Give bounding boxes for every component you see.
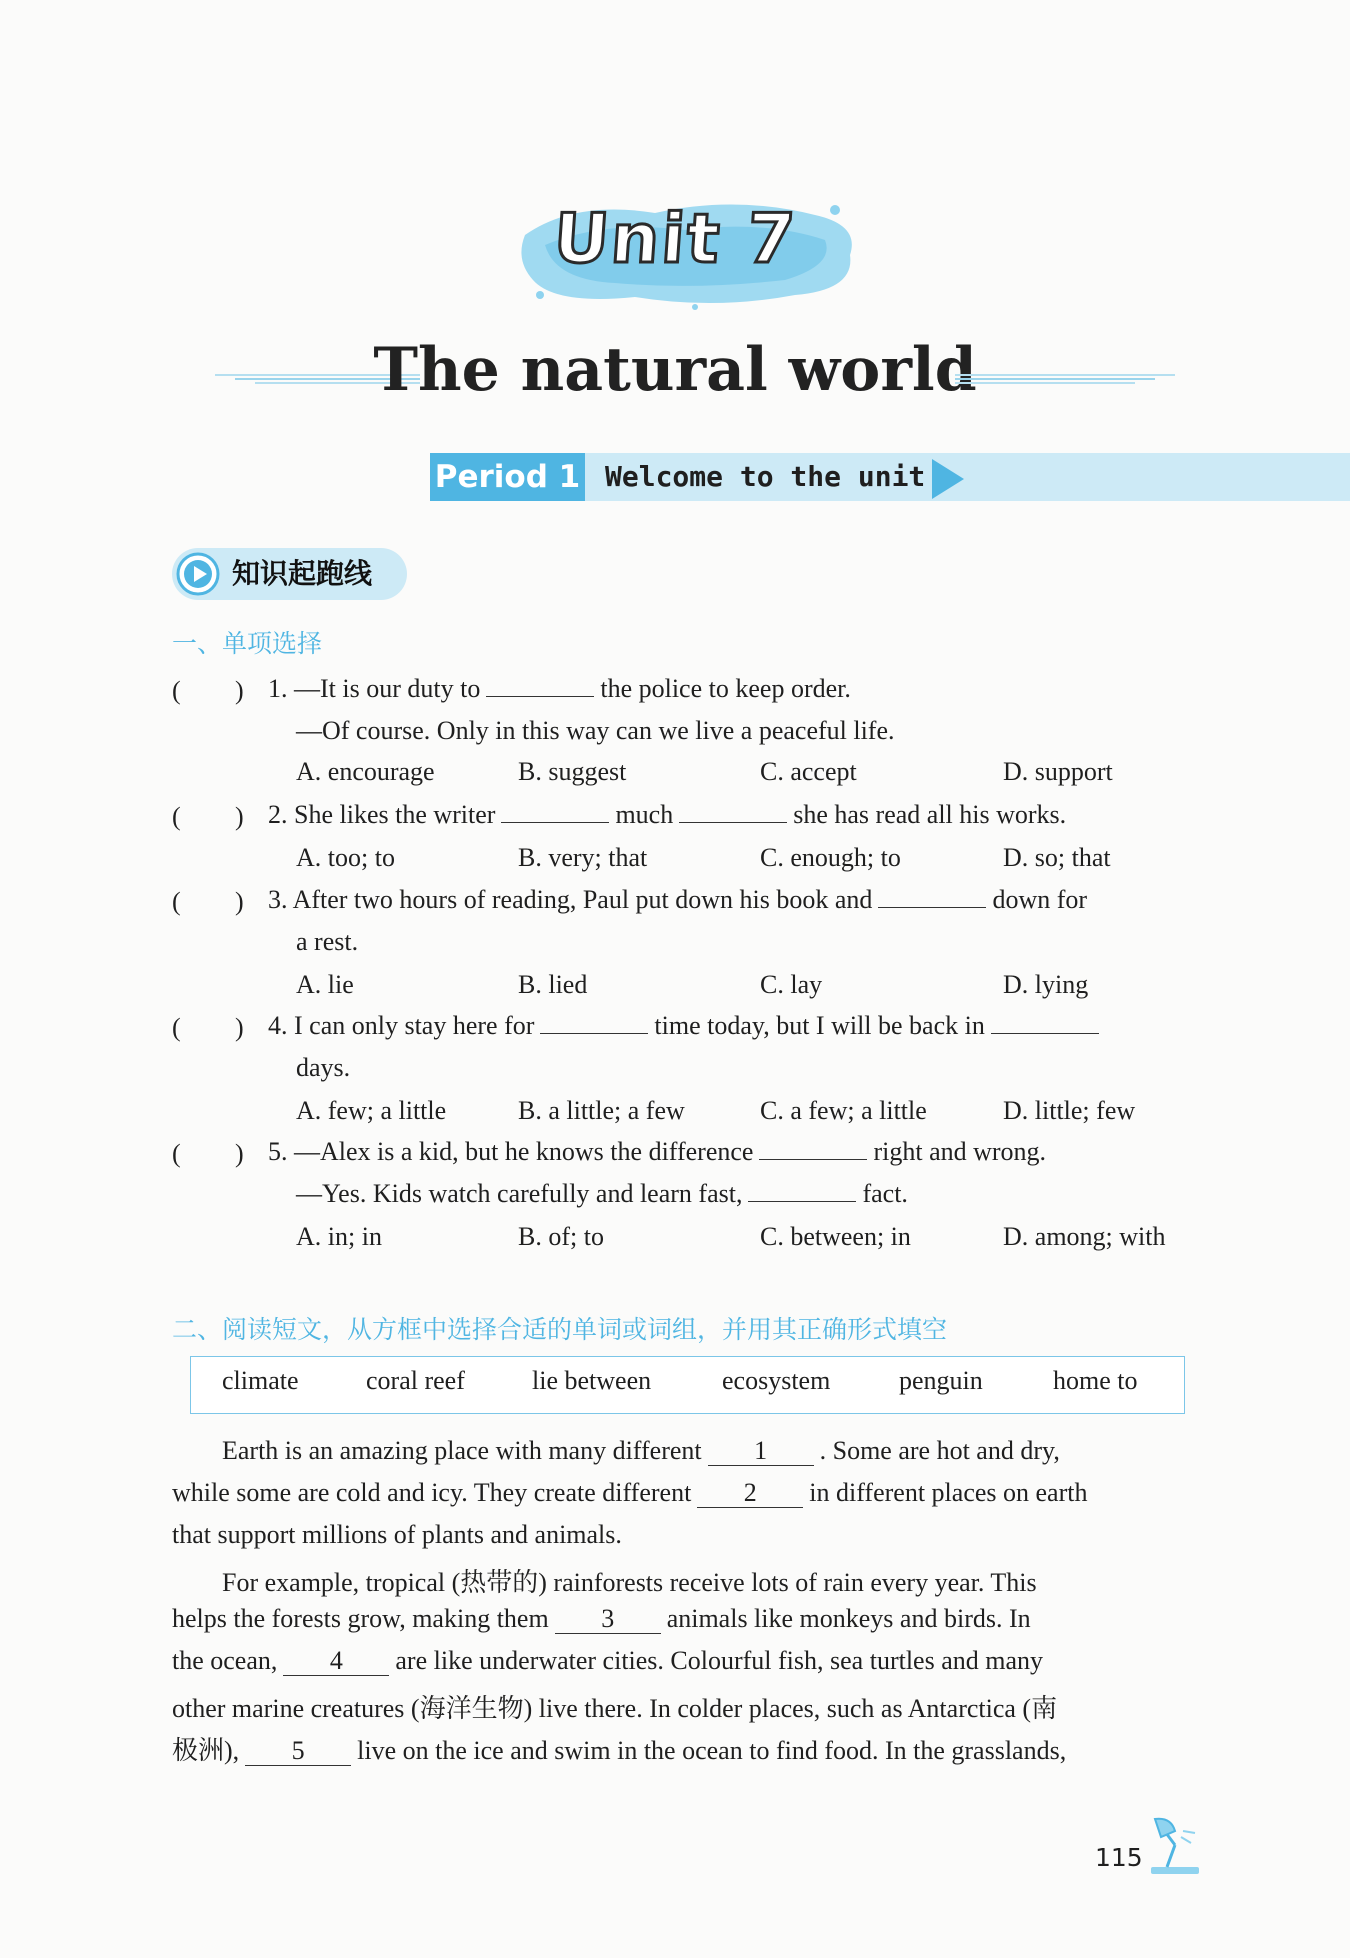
numbered-blank[interactable]: 1 <box>708 1437 814 1466</box>
passage-text: while some are cold and icy. They create different <box>172 1478 692 1507</box>
word-bank-item: penguin <box>899 1366 983 1395</box>
answer-paren-open: ( <box>172 887 181 916</box>
question-1-text-a: —It is our duty to <box>294 674 481 703</box>
question-5-text-b: right and wrong. <box>873 1137 1047 1166</box>
word-bank-item: lie between <box>532 1366 652 1395</box>
question-5-option-c[interactable]: C. between; in <box>760 1222 911 1251</box>
question-5-number: 5. <box>268 1137 288 1166</box>
answer-blank[interactable] <box>991 1011 1099 1034</box>
section-badge-label: 知识起跑线 <box>232 557 373 590</box>
question-5-option-b[interactable]: B. of; to <box>518 1222 604 1251</box>
passage-text: in different places on earth <box>809 1478 1088 1507</box>
question-2-text-a: She likes the writer <box>294 800 496 829</box>
passage-text: the ocean, <box>172 1646 278 1675</box>
passage-line-1 <box>222 1436 1060 1466</box>
passage-line-4: For example, tropical (热带的) rainforests receive lots of rain every year. This <box>222 1568 1037 1597</box>
passage-line-6 <box>172 1646 1043 1676</box>
question-3-line-2: a rest. <box>296 927 359 956</box>
question-2-line-1 <box>268 799 1066 831</box>
question-4-text-b: time today, but I will be back in <box>654 1011 985 1040</box>
question-3-option-c[interactable]: C. lay <box>760 970 823 999</box>
answer-paren-open: ( <box>172 1139 181 1168</box>
question-3-number: 3. <box>268 885 288 914</box>
question-4-option-a[interactable]: A. few; a little <box>296 1096 447 1125</box>
passage-line-5 <box>172 1604 1031 1634</box>
passage-text: . Some are hot and dry, <box>819 1436 1060 1465</box>
period-subtitle-bar <box>585 453 1350 501</box>
passage-line-7: other marine creatures (海洋生物) live there. In colder places, such as Antarctica (南 <box>172 1694 1058 1723</box>
question-4-number: 4. <box>268 1011 288 1040</box>
answer-paren-close: ) <box>235 802 244 831</box>
question-3-option-b[interactable]: B. lied <box>518 970 588 999</box>
question-1-option-a[interactable]: A. encourage <box>296 757 435 786</box>
question-5-line-1 <box>268 1136 1046 1168</box>
answer-blank[interactable] <box>486 674 594 697</box>
period-subtitle: Welcome to the unit <box>605 460 926 493</box>
word-bank-box <box>190 1356 1185 1414</box>
question-4-option-b[interactable]: B. a little; a few <box>518 1096 685 1125</box>
question-3-option-a[interactable]: A. lie <box>296 970 354 999</box>
answer-blank[interactable] <box>540 1011 648 1034</box>
main-title: The natural world <box>373 335 977 405</box>
word-bank-item: home to <box>1053 1366 1138 1395</box>
answer-blank[interactable] <box>748 1179 856 1202</box>
unit-title: Unit 7 <box>551 200 799 279</box>
question-5-text-d: fact. <box>862 1179 908 1208</box>
answer-blank[interactable] <box>501 800 609 823</box>
question-2-number: 2. <box>268 800 288 829</box>
answer-paren-close: ) <box>235 1139 244 1168</box>
desk-lamp-icon <box>1145 1815 1205 1877</box>
question-4-line-2: days. <box>296 1053 351 1082</box>
question-2-option-b[interactable]: B. very; that <box>518 843 648 872</box>
question-4-line-1 <box>268 1010 1105 1042</box>
arrow-right-icon <box>932 459 964 499</box>
part1-heading: 一、单项选择 <box>172 629 323 658</box>
page-number: 115 <box>1095 1843 1143 1872</box>
passage-text: animals like monkeys and birds. In <box>666 1604 1031 1633</box>
word-bank-item: coral reef <box>366 1366 465 1395</box>
question-1-line-1 <box>268 673 851 705</box>
answer-paren-close: ) <box>235 676 244 705</box>
question-3-option-d[interactable]: D. lying <box>1003 970 1089 999</box>
question-1-option-c[interactable]: C. accept <box>760 757 857 786</box>
question-4-text-a: I can only stay here for <box>294 1011 535 1040</box>
answer-paren-open: ( <box>172 1013 181 1042</box>
passage-text: helps the forests grow, making them <box>172 1604 549 1633</box>
answer-paren-open: ( <box>172 802 181 831</box>
answer-paren-close: ) <box>235 887 244 916</box>
part2-heading: 二、阅读短文，从方框中选择合适的单词或词组，并用其正确形式填空 <box>172 1315 948 1344</box>
answer-blank[interactable] <box>878 885 986 908</box>
numbered-blank[interactable]: 4 <box>283 1647 389 1676</box>
question-1-text-b: the police to keep order. <box>600 674 851 703</box>
answer-paren-close: ) <box>235 1013 244 1042</box>
question-1-line-2: —Of course. Only in this way can we live a peaceful life. <box>296 716 895 745</box>
period-tag: Period 1 <box>430 453 585 501</box>
question-1-option-d[interactable]: D. support <box>1003 757 1113 786</box>
passage-text: 极洲), <box>172 1736 240 1765</box>
question-1-option-b[interactable]: B. suggest <box>518 757 627 786</box>
answer-blank[interactable] <box>759 1137 867 1160</box>
passage-text: Earth is an amazing place with many different <box>222 1436 702 1465</box>
word-bank-item: climate <box>222 1366 299 1395</box>
passage-text: are like underwater cities. Colourful fish, sea turtles and many <box>395 1646 1044 1675</box>
question-3-text-b: down for <box>992 885 1088 914</box>
passage-text: live on the ice and swim in the ocean to find food. In the grasslands, <box>357 1736 1067 1765</box>
answer-paren-open: ( <box>172 676 181 705</box>
passage-line-3: that support millions of plants and animals. <box>172 1520 622 1549</box>
question-2-option-a[interactable]: A. too; to <box>296 843 395 872</box>
numbered-blank[interactable]: 2 <box>697 1479 803 1508</box>
question-5-line-2 <box>296 1178 908 1210</box>
passage-line-8 <box>172 1730 1066 1767</box>
question-2-text-c: she has read all his works. <box>793 800 1067 829</box>
question-5-text-a: —Alex is a kid, but he knows the difference <box>294 1137 754 1166</box>
question-5-option-a[interactable]: A. in; in <box>296 1222 382 1251</box>
passage-line-2 <box>172 1478 1087 1508</box>
question-2-option-c[interactable]: C. enough; to <box>760 843 901 872</box>
question-3-line-1 <box>268 884 1087 916</box>
question-2-text-b: much <box>615 800 674 829</box>
question-4-option-d[interactable]: D. little; few <box>1003 1096 1136 1125</box>
word-bank-item: ecosystem <box>722 1366 831 1395</box>
question-1-number: 1. <box>268 674 288 703</box>
answer-blank[interactable] <box>679 800 787 823</box>
question-5-option-d[interactable]: D. among; with <box>1003 1222 1166 1251</box>
decorative-lines-right <box>955 372 1175 386</box>
question-5-text-c: —Yes. Kids watch carefully and learn fast, <box>296 1179 743 1208</box>
question-2-option-d[interactable]: D. so; that <box>1003 843 1111 872</box>
numbered-blank[interactable]: 3 <box>555 1605 661 1634</box>
play-icon <box>176 552 220 596</box>
numbered-blank[interactable]: 5 <box>245 1737 351 1766</box>
question-4-option-c[interactable]: C. a few; a little <box>760 1096 927 1125</box>
question-3-text-a: After two hours of reading, Paul put down his book and <box>292 885 873 914</box>
